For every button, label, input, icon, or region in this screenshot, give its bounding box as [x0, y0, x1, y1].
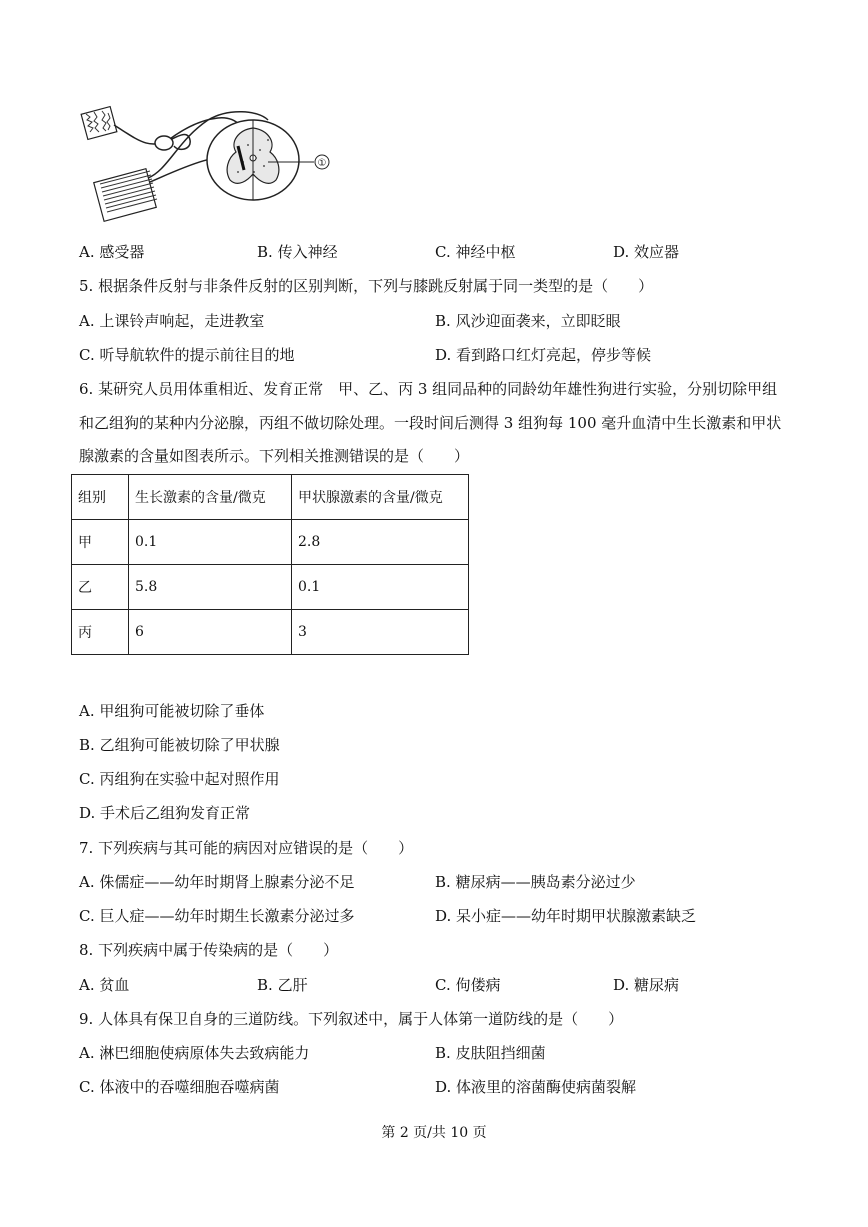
q5-option-d[interactable]: D. 看到路口红灯亮起，停步等候 — [435, 346, 652, 364]
q9-stem: 9. 人体具有保卫自身的三道防线。下列叙述中，属于人体第一道防线的是（ ） — [79, 1010, 624, 1028]
q8-option-a[interactable]: A. 贫血 — [79, 976, 130, 994]
table-cell: 乙 — [72, 565, 129, 610]
figure-marker-label: ① — [317, 158, 327, 169]
reflex-arc-diagram — [78, 100, 358, 225]
table-cell: 甲 — [72, 520, 129, 565]
q5-option-b[interactable]: B. 风沙迎面袭来，立即眨眼 — [435, 312, 621, 330]
q8-option-c[interactable]: C. 佝偻病 — [435, 976, 501, 994]
table-cell: 5.8 — [129, 565, 292, 610]
q9-option-d[interactable]: D. 体液里的溶菌酶使病菌裂解 — [435, 1078, 637, 1096]
table-cell: 0.1 — [292, 565, 469, 610]
q6-option-d[interactable]: D. 手术后乙组狗发育正常 — [79, 804, 251, 822]
q9-option-c[interactable]: C. 体液中的吞噬细胞吞噬病菌 — [79, 1078, 280, 1096]
table-header-row — [72, 475, 469, 520]
table-header-cell: 甲状腺激素的含量/微克 — [292, 475, 469, 520]
q6-stem-line-2: 和乙组狗的某种内分泌腺，丙组不做切除处理。一段时间后测得 3 组狗每 100 毫升血清中生长激素和甲状 — [79, 414, 782, 432]
q7-option-c[interactable]: C. 巨人症——幼年时期生长激素分泌过多 — [79, 907, 355, 925]
q6-stem-line-1: 6. 某研究人员用体重相近、发育正常 甲、乙、丙 3 组同品种的同龄幼年雄性狗进行实验，分别切除甲组 — [79, 380, 778, 398]
q6-option-b[interactable]: B. 乙组狗可能被切除了甲状腺 — [79, 736, 280, 754]
table-cell: 2.8 — [292, 520, 469, 565]
q9-option-b[interactable]: B. 皮肤阻挡细菌 — [435, 1044, 546, 1062]
q5-stem: 5. 根据条件反射与非条件反射的区别判断，下列与膝跳反射属于同一类型的是（ ） — [79, 277, 654, 295]
table-header-cell: 组别 — [72, 475, 129, 520]
q4-option-c[interactable]: C. 神经中枢 — [435, 243, 516, 261]
q4-option-d[interactable]: D. 效应器 — [613, 243, 680, 261]
q8-option-b[interactable]: B. 乙肝 — [257, 976, 308, 994]
q5-option-a[interactable]: A. 上课铃声响起，走进教室 — [79, 312, 265, 330]
table-header-cell: 生长激素的含量/微克 — [129, 475, 292, 520]
q4-option-a[interactable]: A. 感受器 — [79, 243, 145, 261]
q9-option-a[interactable]: A. 淋巴细胞使病原体失去致病能力 — [79, 1044, 310, 1062]
table-cell: 3 — [292, 610, 469, 655]
q4-option-b[interactable]: B. 传入神经 — [257, 243, 338, 261]
q6-option-c[interactable]: C. 丙组狗在实验中起对照作用 — [79, 770, 280, 788]
reflex-arc-figure — [78, 100, 358, 225]
spinal-cord-shape — [207, 120, 299, 200]
table-row — [72, 610, 469, 655]
q7-option-b[interactable]: B. 糖尿病——胰岛素分泌过少 — [435, 873, 636, 891]
receptor-shape — [81, 107, 117, 140]
effector-shape — [94, 169, 157, 222]
q6-stem-line-3: 腺激素的含量如图表所示。下列相关推测错误的是（ ） — [79, 447, 470, 465]
table-cell: 6 — [129, 610, 292, 655]
q6-data-table — [71, 474, 469, 655]
q7-stem: 7. 下列疾病与其可能的病因对应错误的是（ ） — [79, 839, 414, 857]
q7-option-a[interactable]: A. 侏儒症——幼年时期肾上腺素分泌不足 — [79, 873, 355, 891]
table-row — [72, 565, 469, 610]
q8-option-d[interactable]: D. 糖尿病 — [613, 976, 680, 994]
table-cell: 丙 — [72, 610, 129, 655]
table-row — [72, 520, 469, 565]
table-cell: 0.1 — [129, 520, 292, 565]
q8-stem: 8. 下列疾病中属于传染病的是（ ） — [79, 941, 339, 959]
q5-option-c[interactable]: C. 听导航软件的提示前往目的地 — [79, 346, 295, 364]
q6-option-a[interactable]: A. 甲组狗可能被切除了垂体 — [79, 702, 265, 720]
q7-option-d[interactable]: D. 呆小症——幼年时期甲状腺激素缺乏 — [435, 907, 697, 925]
page-footer: 第 2 页/共 10 页 — [381, 1125, 487, 1141]
